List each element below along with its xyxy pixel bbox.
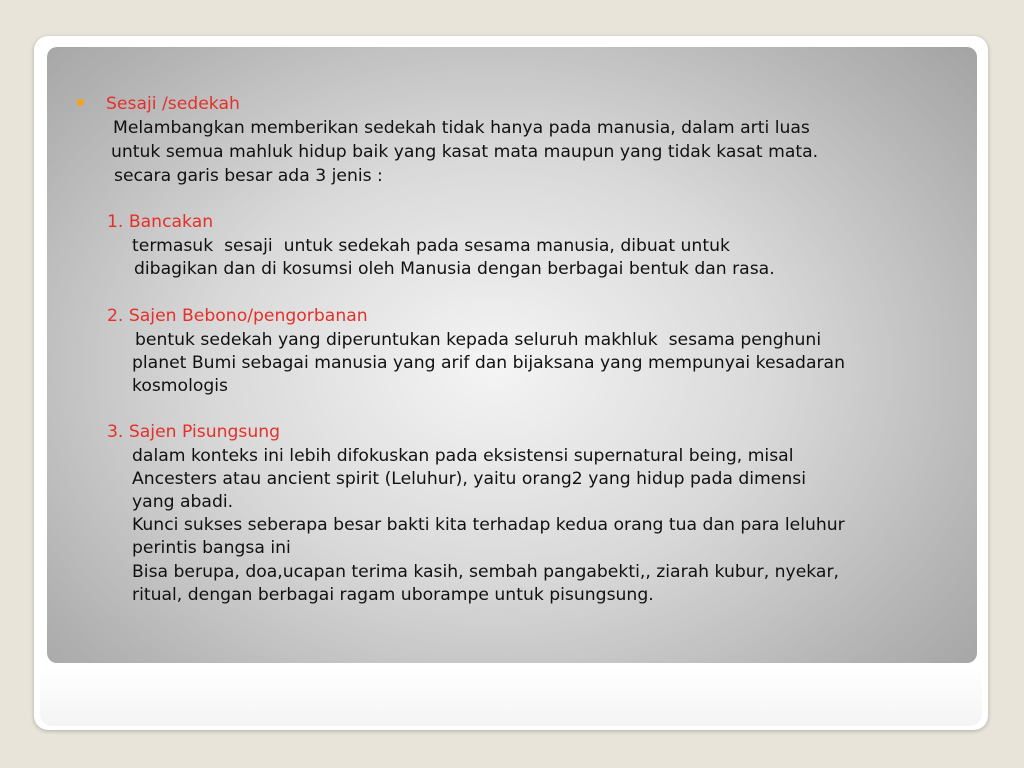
- intro-line: secara garis besar ada 3 jenis :: [114, 166, 383, 186]
- item-line: Kunci sukses seberapa besar bakti kita terhadap kedua orang tua dan para leluhur: [132, 515, 845, 535]
- intro-line: Melambangkan memberikan sedekah tidak hanya pada manusia, dalam arti luas: [113, 118, 810, 138]
- item-line: planet Bumi sebagai manusia yang arif dan bijaksana yang mempunyai kesadaran: [132, 353, 845, 373]
- item-line: yang abadi.: [132, 492, 234, 512]
- content-panel: [47, 47, 977, 663]
- slide-heading: Sesaji /sedekah: [106, 94, 240, 114]
- item-title-sajen-bebono: 2. Sajen Bebono/pengorbanan: [107, 306, 368, 326]
- item-line: dalam konteks ini lebih difokuskan pada eksistensi supernatural being, misal: [132, 446, 794, 466]
- item-line: ritual, dengan berbagai ragam uborampe untuk pisungsung.: [132, 585, 654, 605]
- bullet-icon: [77, 99, 84, 106]
- item-line: bentuk sedekah yang diperuntukan kepada seluruh makhluk sesama penghuni: [135, 330, 822, 350]
- item-line: perintis bangsa ini: [132, 538, 291, 558]
- item-line: termasuk sesaji untuk sedekah pada sesama manusia, dibuat untuk: [132, 236, 730, 256]
- item-line: dibagikan dan di kosumsi oleh Manusia dengan berbagai bentuk dan rasa.: [134, 259, 775, 279]
- item-line: Bisa berupa, doa,ucapan terima kasih, sembah pangabekti,, ziarah kubur, nyekar,: [132, 562, 839, 582]
- item-line: Ancesters atau ancient spirit (Leluhur), yaitu orang2 yang hidup pada dimensi: [132, 469, 806, 489]
- item-line: kosmologis: [132, 376, 228, 396]
- item-title-sajen-pisungsung: 3. Sajen Pisungsung: [107, 422, 281, 442]
- intro-line: untuk semua mahluk hidup baik yang kasat mata maupun yang tidak kasat mata.: [111, 142, 819, 162]
- slide-footer-bar: [40, 668, 982, 726]
- item-title-bancakan: 1. Bancakan: [107, 212, 214, 232]
